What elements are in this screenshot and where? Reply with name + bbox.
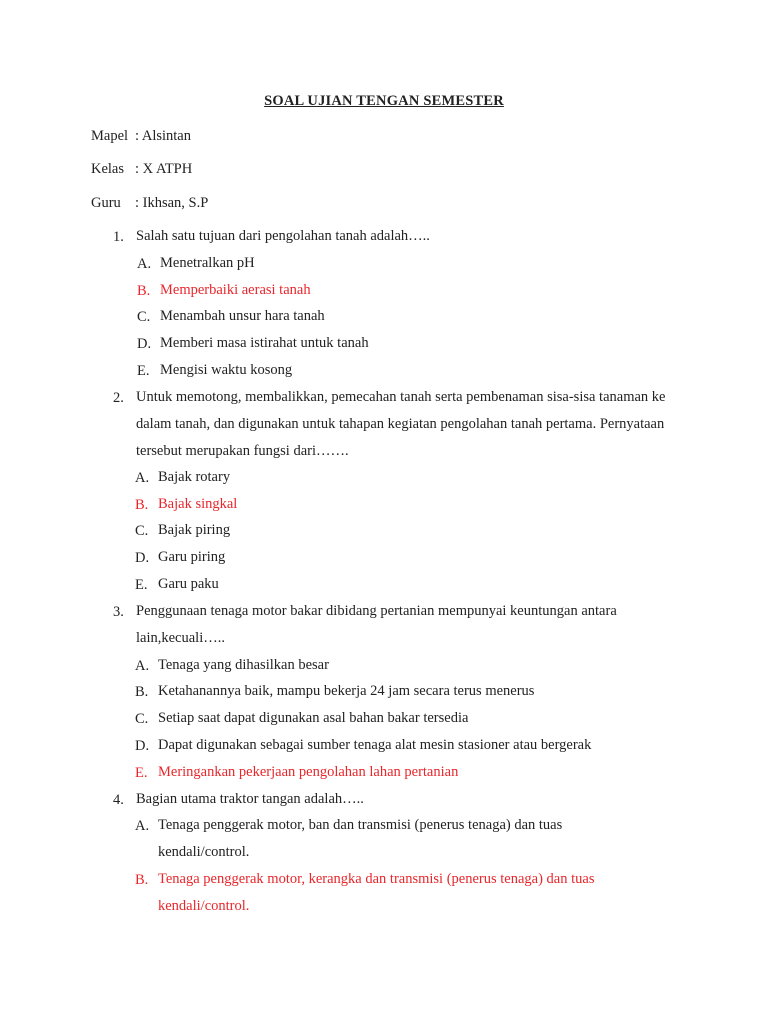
question-number: 4. [113, 792, 124, 808]
question-text: Untuk memotong, membalikkan, pemecahan tanah serta pembenaman sisa-sisa tanaman ke dalam tanah, dan digunakan untuk tahapan kegiatan pengolahan tanah pertama. Pernyataan tersebut merupakan fungsi dari……. [136, 389, 666, 459]
option-letter: A. [135, 470, 150, 486]
question-text: Penggunaan tenaga motor bakar dibidang pertanian mempunyai keuntungan antara lain,kecuali….. [136, 603, 617, 646]
option-letter: A. [135, 658, 150, 674]
question-number: 2. [113, 390, 124, 406]
option-letter: A. [137, 256, 152, 272]
teacher-label: Guru [91, 195, 121, 211]
option-text: Bajak piring [158, 522, 231, 538]
subject-value: : Alsintan [135, 128, 191, 144]
option-letter: D. [137, 336, 152, 352]
option-letter: B. [135, 684, 149, 700]
option-letter: E. [135, 577, 148, 593]
option-text: Bajak rotary [158, 469, 231, 485]
question-number: 1. [113, 229, 124, 245]
option-text: Mengisi waktu kosong [160, 362, 293, 378]
option-text: Tenaga penggerak motor, kerangka dan transmisi (penerus tenaga) dan tuas kendali/control. [158, 871, 595, 914]
option-text: Memberi masa istirahat untuk tanah [160, 335, 369, 351]
option-letter: B. [135, 497, 149, 513]
document-title: SOAL UJIAN TENGAN SEMESTER [264, 93, 504, 109]
question-text: Bagian utama traktor tangan adalah….. [136, 791, 364, 807]
option-text: Garu piring [158, 549, 226, 565]
option-text: Meringankan pekerjaan pengolahan lahan pertanian [158, 764, 459, 780]
class-label: Kelas [91, 161, 125, 177]
option-letter: B. [135, 872, 149, 888]
option-text: Tenaga penggerak motor, ban dan transmisi (penerus tenaga) dan tuas kendali/control. [158, 817, 563, 860]
option-letter: E. [137, 363, 150, 379]
option-text: Ketahanannya baik, mampu bekerja 24 jam secara terus menerus [158, 683, 535, 699]
option-letter: C. [135, 711, 149, 727]
option-text: Menetralkan pH [160, 255, 255, 271]
option-letter: A. [135, 818, 150, 834]
option-text: Bajak singkal [158, 496, 238, 512]
option-letter: C. [137, 309, 151, 325]
class-line [91, 161, 192, 178]
question-text: Salah satu tujuan dari pengolahan tanah adalah….. [136, 228, 430, 244]
question-number: 3. [113, 604, 124, 620]
option-text: Dapat digunakan sebagai sumber tenaga alat mesin stasioner atau bergerak [158, 737, 592, 753]
option-text: Setiap saat dapat digunakan asal bahan bakar tersedia [158, 710, 469, 726]
option-text: Menambah unsur hara tanah [160, 308, 325, 324]
subject-label: Mapel [91, 128, 129, 144]
option-letter: E. [135, 765, 148, 781]
option-text: Tenaga yang dihasilkan besar [158, 657, 329, 673]
teacher-line [91, 195, 208, 212]
option-letter: D. [135, 738, 150, 754]
option-letter: B. [137, 283, 151, 299]
option-letter: C. [135, 523, 149, 539]
option-text: Garu paku [158, 576, 219, 592]
option-letter: D. [135, 550, 150, 566]
option-text: Memperbaiki aerasi tanah [160, 282, 311, 298]
class-value: : X ATPH [135, 161, 193, 177]
subject-line [91, 128, 191, 145]
teacher-value: : Ikhsan, S.P [135, 195, 209, 211]
